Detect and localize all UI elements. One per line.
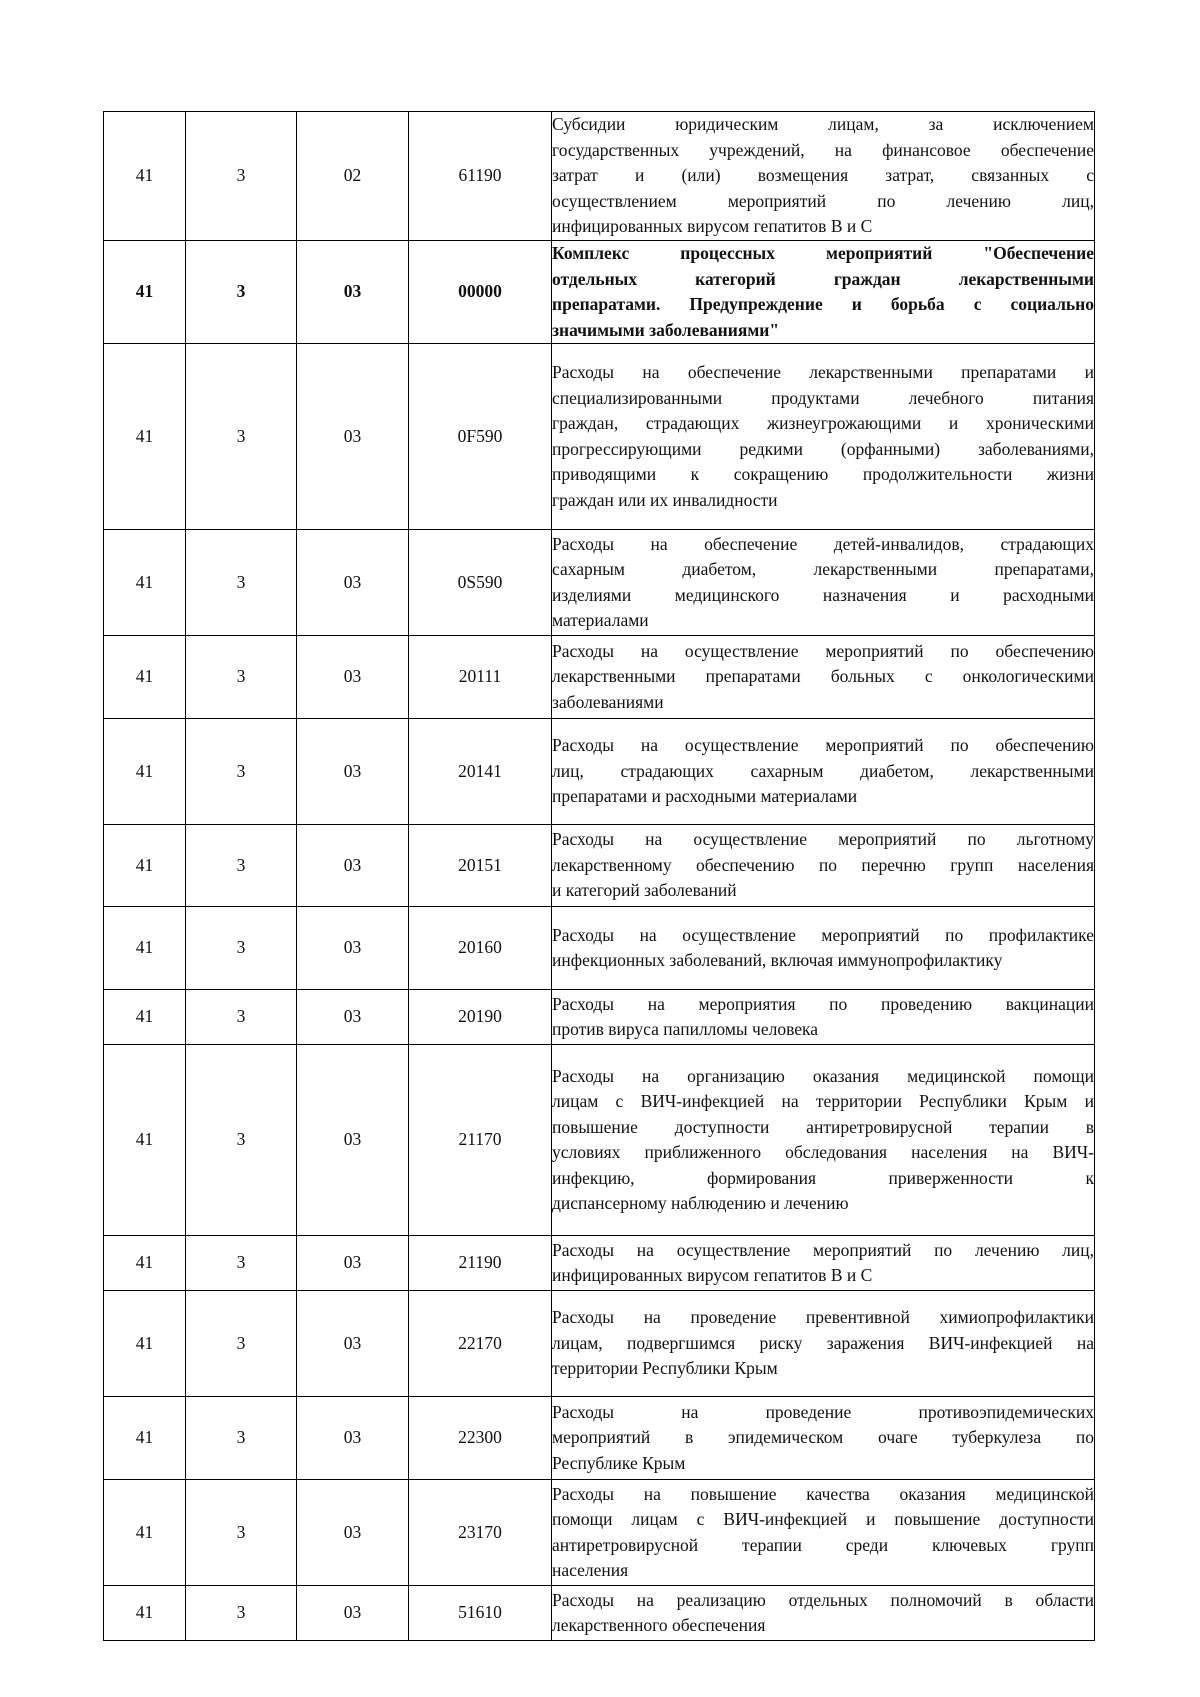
description-line: Расходы на обеспечение детей-инвалидов, страдающих: [552, 533, 1094, 554]
description-line: материалами: [552, 610, 649, 630]
code-direction-cell: 20141: [409, 719, 552, 825]
code-direction-cell: 20151: [409, 825, 552, 907]
description-line: повышение доступности антиретровирусной терапии в: [552, 1116, 1094, 1137]
code-direction-cell: 20160: [409, 907, 552, 990]
description-line: изделиями медицинского назначения и расходными: [552, 584, 1094, 605]
description-line: Республике Крым: [552, 1452, 686, 1473]
description-cell: [552, 990, 1095, 1045]
description-line: значимыми заболеваниями": [552, 319, 780, 340]
code-ministry-cell: 41: [104, 1236, 186, 1291]
description-line: препаратами и расходными материалами: [552, 786, 858, 807]
code-subprogram-cell: 02: [297, 112, 409, 241]
description-line: заболеваниями: [552, 691, 664, 712]
code-program-cell: 3: [186, 907, 297, 990]
code-subprogram-cell: 03: [297, 719, 409, 825]
code-subprogram-cell: 03: [297, 1291, 409, 1397]
table-row: [104, 112, 1095, 241]
description-line: специализированными продуктами лечебного питания: [552, 387, 1094, 408]
description-line: Расходы на организацию оказания медицинской помощи: [552, 1065, 1094, 1086]
description-line: граждан или их инвалидности: [552, 489, 778, 510]
code-subprogram-cell: 03: [297, 825, 409, 907]
description-line: Расходы на осуществление мероприятий по льготному: [552, 829, 1094, 850]
code-program-cell: 3: [186, 636, 297, 719]
description-cell: [552, 825, 1095, 907]
code-subprogram-cell: 03: [297, 344, 409, 530]
code-program-cell: 3: [186, 1397, 297, 1480]
description-line: мероприятий в эпидемическом очаге туберкулеза по: [552, 1427, 1094, 1448]
code-subprogram-cell: 03: [297, 530, 409, 636]
description-line: и категорий заболеваний: [552, 880, 737, 901]
description-cell: [552, 1397, 1095, 1480]
code-direction-cell: 51610: [409, 1586, 552, 1641]
code-direction-cell: 61190: [409, 112, 552, 241]
description-line: граждан, страдающих жизнеугрожающими и хроническими: [552, 413, 1094, 433]
code-ministry-cell: 41: [104, 825, 186, 907]
code-program-cell: 3: [186, 990, 297, 1045]
description-line: Комплекс процессных мероприятий "Обеспечение: [552, 243, 1094, 263]
code-subprogram-cell: 03: [297, 1586, 409, 1641]
code-ministry-cell: 41: [104, 907, 186, 990]
code-ministry-cell: 41: [104, 1291, 186, 1397]
description-cell: [552, 1236, 1095, 1291]
description-cell: [552, 1586, 1095, 1641]
description-line: приводящими к сокращению продолжительности жизни: [552, 464, 1094, 484]
description-line: сахарным диабетом, лекарственными препаратами,: [552, 559, 1094, 579]
description-line: инфекцию, формирования приверженности к: [552, 1167, 1094, 1188]
description-cell: [552, 344, 1095, 530]
description-line: инфекционных заболеваний, включая иммунопрофилактику: [552, 950, 1003, 970]
code-ministry-cell: 41: [104, 1397, 186, 1480]
description-line: лицам с ВИЧ-инфекцией на территории Республики Крым и: [552, 1091, 1094, 1111]
table-row: [104, 1291, 1095, 1397]
code-ministry-cell: 41: [104, 1586, 186, 1641]
description-cell: [552, 907, 1095, 990]
description-line: осуществлением мероприятий по лечению лиц,: [552, 190, 1094, 211]
description-line: Расходы на обеспечение лекарственными препаратами и: [552, 362, 1094, 382]
code-ministry-cell: 41: [104, 1045, 186, 1236]
description-line: Расходы на проведение превентивной химиопрофилактики: [552, 1307, 1094, 1328]
code-ministry-cell: 41: [104, 1480, 186, 1586]
table-row: [104, 344, 1095, 530]
description-line: условиях приближенного обследования населения на ВИЧ-: [552, 1142, 1094, 1162]
description-line: диспансерному наблюдению и лечению: [552, 1193, 849, 1213]
code-subprogram-cell: 03: [297, 990, 409, 1045]
description-line: Расходы на осуществление мероприятий по лечению лиц,: [552, 1239, 1094, 1260]
code-ministry-cell: 41: [104, 241, 186, 344]
description-cell: [552, 530, 1095, 636]
table-row: [104, 241, 1095, 344]
budget-classification-table: [103, 111, 1095, 1641]
description-line: Расходы на проведение противоэпидемических: [552, 1401, 1094, 1422]
code-ministry-cell: 41: [104, 530, 186, 636]
code-direction-cell: 00000: [409, 241, 552, 344]
code-direction-cell: 20111: [409, 636, 552, 719]
code-program-cell: 3: [186, 1586, 297, 1641]
description-line: Расходы на мероприятия по проведению вакцинации: [552, 993, 1094, 1014]
code-program-cell: 3: [186, 530, 297, 636]
table-row: [104, 719, 1095, 825]
code-ministry-cell: 41: [104, 990, 186, 1045]
code-direction-cell: 22170: [409, 1291, 552, 1397]
description-line: лекарственного обеспечения: [552, 1615, 766, 1635]
description-line: Расходы на реализацию отдельных полномочий в области: [552, 1589, 1094, 1610]
table-row: [104, 907, 1095, 990]
description-line: территории Республики Крым: [552, 1358, 778, 1379]
description-cell: [552, 1291, 1095, 1397]
code-ministry-cell: 41: [104, 719, 186, 825]
code-direction-cell: 21190: [409, 1236, 552, 1291]
table-row: [104, 1236, 1095, 1291]
description-line: населения: [552, 1560, 629, 1580]
description-line: лиц, страдающих сахарным диабетом, лекарственными: [552, 760, 1094, 781]
description-cell: [552, 719, 1095, 825]
table-body: [104, 112, 1095, 1641]
code-program-cell: 3: [186, 1045, 297, 1236]
table-row: [104, 990, 1095, 1045]
description-line: лицам, подвергшимся риску заражения ВИЧ-инфекцией на: [552, 1332, 1094, 1353]
description-cell: [552, 636, 1095, 719]
description-cell: [552, 241, 1095, 344]
code-direction-cell: 0S590: [409, 530, 552, 636]
code-direction-cell: 23170: [409, 1480, 552, 1586]
description-line: антиретровирусной терапии среди ключевых групп: [552, 1534, 1094, 1555]
table-row: [104, 1480, 1095, 1586]
table-row: [104, 1397, 1095, 1480]
code-program-cell: 3: [186, 719, 297, 825]
code-program-cell: 3: [186, 112, 297, 241]
table-row: [104, 530, 1095, 636]
code-subprogram-cell: 03: [297, 636, 409, 719]
table-row: [104, 1045, 1095, 1236]
description-cell: [552, 112, 1095, 241]
description-line: инфицированных вирусом гепатитов В и С: [552, 216, 873, 237]
description-line: инфицированных вирусом гепатитов В и С: [552, 1265, 873, 1285]
description-line: лекарственными препаратами больных с онкологическими: [552, 666, 1094, 687]
description-line: Расходы на осуществление мероприятий по обеспечению: [552, 735, 1094, 756]
description-line: государственных учреждений, на финансовое обеспечение: [552, 139, 1094, 160]
code-direction-cell: 22300: [409, 1397, 552, 1480]
code-program-cell: 3: [186, 1291, 297, 1397]
description-cell: [552, 1045, 1095, 1236]
code-program-cell: 3: [186, 344, 297, 530]
description-line: против вируса папилломы человека: [552, 1019, 819, 1039]
code-subprogram-cell: 03: [297, 1397, 409, 1480]
code-direction-cell: 0F590: [409, 344, 552, 530]
description-line: препаратами. Предупреждение и борьба с социально: [552, 294, 1094, 314]
description-line: Расходы на осуществление мероприятий по обеспечению: [552, 640, 1094, 661]
description-line: помощи лицам с ВИЧ-инфекцией и повышение доступности: [552, 1509, 1094, 1529]
code-subprogram-cell: 03: [297, 1480, 409, 1586]
table-row: [104, 825, 1095, 907]
code-ministry-cell: 41: [104, 112, 186, 241]
code-direction-cell: 21170: [409, 1045, 552, 1236]
description-line: лекарственному обеспечению по перечню групп населения: [552, 854, 1094, 875]
code-program-cell: 3: [186, 241, 297, 344]
description-line: Субсидии юридическим лицам, за исключением: [552, 114, 1094, 135]
code-ministry-cell: 41: [104, 344, 186, 530]
code-program-cell: 3: [186, 825, 297, 907]
description-line: Расходы на повышение качества оказания медицинской: [552, 1483, 1094, 1504]
code-direction-cell: 20190: [409, 990, 552, 1045]
code-ministry-cell: 41: [104, 636, 186, 719]
code-subprogram-cell: 03: [297, 241, 409, 344]
code-program-cell: 3: [186, 1480, 297, 1586]
description-line: прогрессирующими редкими (орфанными) заболеваниями,: [552, 438, 1094, 459]
description-line: отдельных категорий граждан лекарственными: [552, 268, 1094, 289]
table-row: [104, 636, 1095, 719]
description-line: Расходы на осуществление мероприятий по профилактике: [552, 924, 1094, 945]
code-program-cell: 3: [186, 1236, 297, 1291]
code-subprogram-cell: 03: [297, 1236, 409, 1291]
description-line: затрат и (или) возмещения затрат, связанных с: [552, 165, 1094, 186]
code-subprogram-cell: 03: [297, 907, 409, 990]
code-subprogram-cell: 03: [297, 1045, 409, 1236]
table-row: [104, 1586, 1095, 1641]
description-cell: [552, 1480, 1095, 1586]
